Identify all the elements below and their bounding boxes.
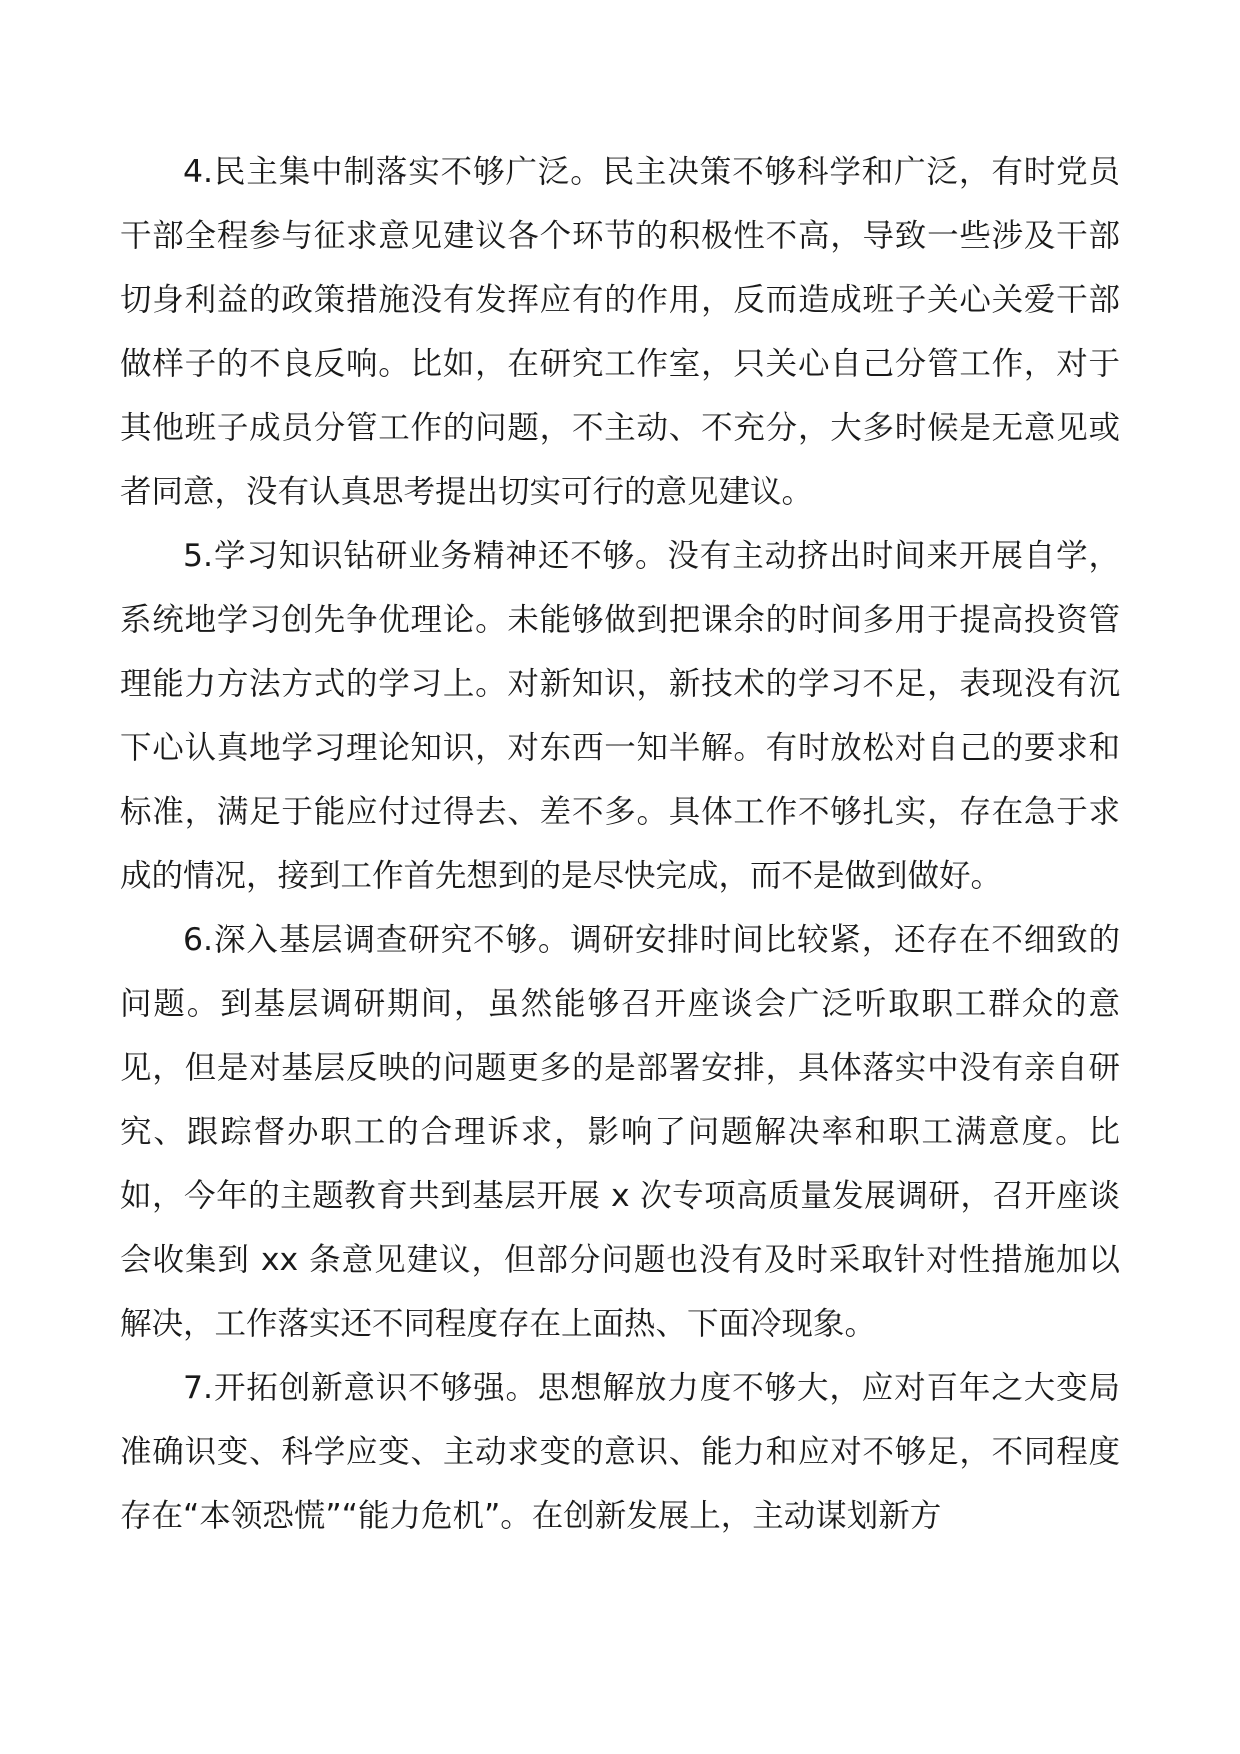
paragraph-item-5: 5.学习知识钻研业务精神还不够。没有主动挤出时间来开展自学，系统地学习创先争优理论。未能够做到把课余的时间多用于提高投资管理能力方法方式的学习上。对新知识，新技术的学习不足，表现没有沉下心认真地学习理论知识，对东西一知半解。有时放松对自己的要求和标准，满足于能应付过得去、差不多。具体工作不够扎实，存在急于求成的情况，接到工作首先想到的是尽快完成，而不是做到做好。	[120, 538, 1120, 894]
document-body	[120, 140, 1120, 1548]
paragraph-item-6: 6.深入基层调查研究不够。调研安排时间比较紧，还存在不细致的问题。到基层调研期间，虽然能够召开座谈会广泛听取职工群众的意见，但是对基层反映的问题更多的是部署安排，具体落实中没有亲自研究、跟踪督办职工的合理诉求，影响了问题解决率和职工满意度。比如，今年的主题教育共到基层开展 x 次专项高质量发展调研，召开座谈会收集到 xx 条意见建议，但部分问题也没有及时采取针对性措施加以解决，工作落实还不同程度存在上面热、下面冷现象。	[120, 922, 1120, 1342]
paragraph-item-7: 7.开拓创新意识不够强。思想解放力度不够大，应对百年之大变局准确识变、科学应变、主动求变的意识、能力和应对不够足，不同程度存在“本领恐慌”“能力危机”。在创新发展上，主动谋划新方	[120, 1370, 1120, 1534]
paragraph-item-4: 4.民主集中制落实不够广泛。民主决策不够科学和广泛，有时党员干部全程参与征求意见建议各个环节的积极性不高，导致一些涉及干部切身利益的政策措施没有发挥应有的作用，反而造成班子关心关爱干部做样子的不良反响。比如，在研究工作室，只关心自己分管工作，对于其他班子成员分管工作的问题，不主动、不充分，大多时候是无意见或者同意，没有认真思考提出切实可行的意见建议。	[120, 154, 1120, 510]
